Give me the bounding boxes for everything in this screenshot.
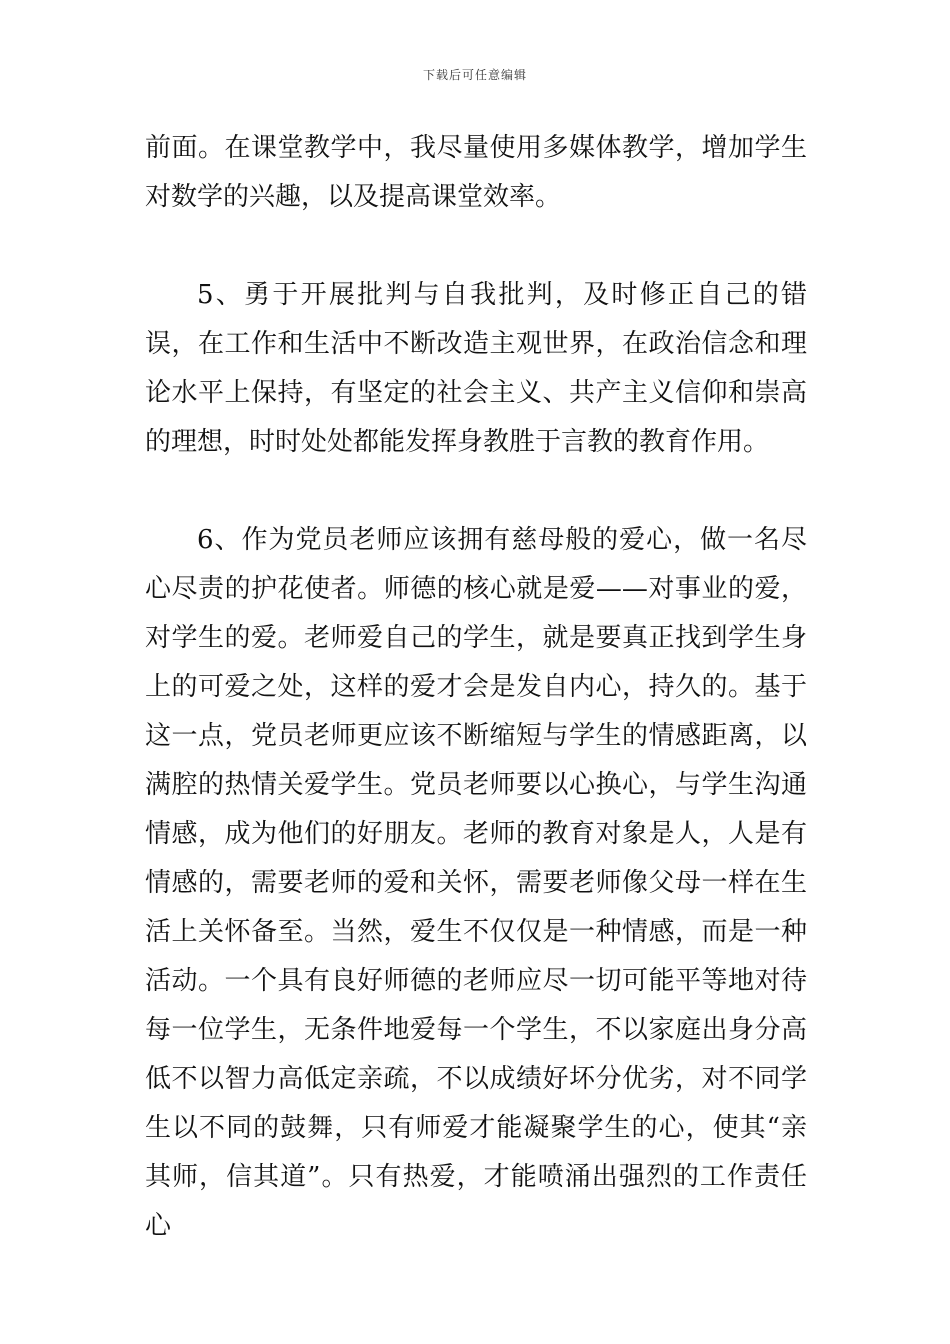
paragraph-gap — [145, 222, 807, 271]
paragraph-item-5: 5、勇于开展批判与自我批判，及时修正自己的错误，在工作和生活中不断改造主观世界，在政治信念和理论水平上保持，有坚定的社会主义、共产主义信仰和崇高的理想，时时处处都能发挥身教胜于言教的教育作用。 — [145, 280, 807, 457]
paragraph-item-6: 6、作为党员老师应该拥有慈母般的爱心，做一名尽心尽责的护花使者。师德的核心就是爱——对事业的爱，对学生的爱。老师爱自己的学生，就是要真正找到学生身上的可爱之处，这样的爱才会是发自内心，持久的。基于这一点，党员老师更应该不断缩短与学生的情感距离，以满腔的热情关爱学生。党员老师要以心换心，与学生沟通情感，成为他们的好朋友。老师的教育对象是人，人是有情感的，需要老师的爱和关怀，需要老师像父母一样在生活上关怀备至。当然，爱生不仅仅是一种情感，而是一种活动。一个具有良好师德的老师应尽一切可能平等地对待每一位学生，无条件地爱每一个学生，不以家庭出身分高低不以智力高低定亲疏，不以成绩好坏分优劣，对不同学生以不同的鼓舞，只有师爱才能凝聚学生的心，使其“亲其师，信其道”。只有热爱，才能喷涌出强烈的工作责任心 — [145, 525, 807, 1241]
document-body — [145, 124, 807, 1251]
paragraph-continuation: 前面。在课堂教学中，我尽量使用多媒体教学，增加学生对数学的兴趣，以及提高课堂效率。 — [145, 133, 807, 212]
paragraph-gap — [145, 467, 807, 516]
page-header: 下载后可任意编辑 — [422, 68, 527, 82]
